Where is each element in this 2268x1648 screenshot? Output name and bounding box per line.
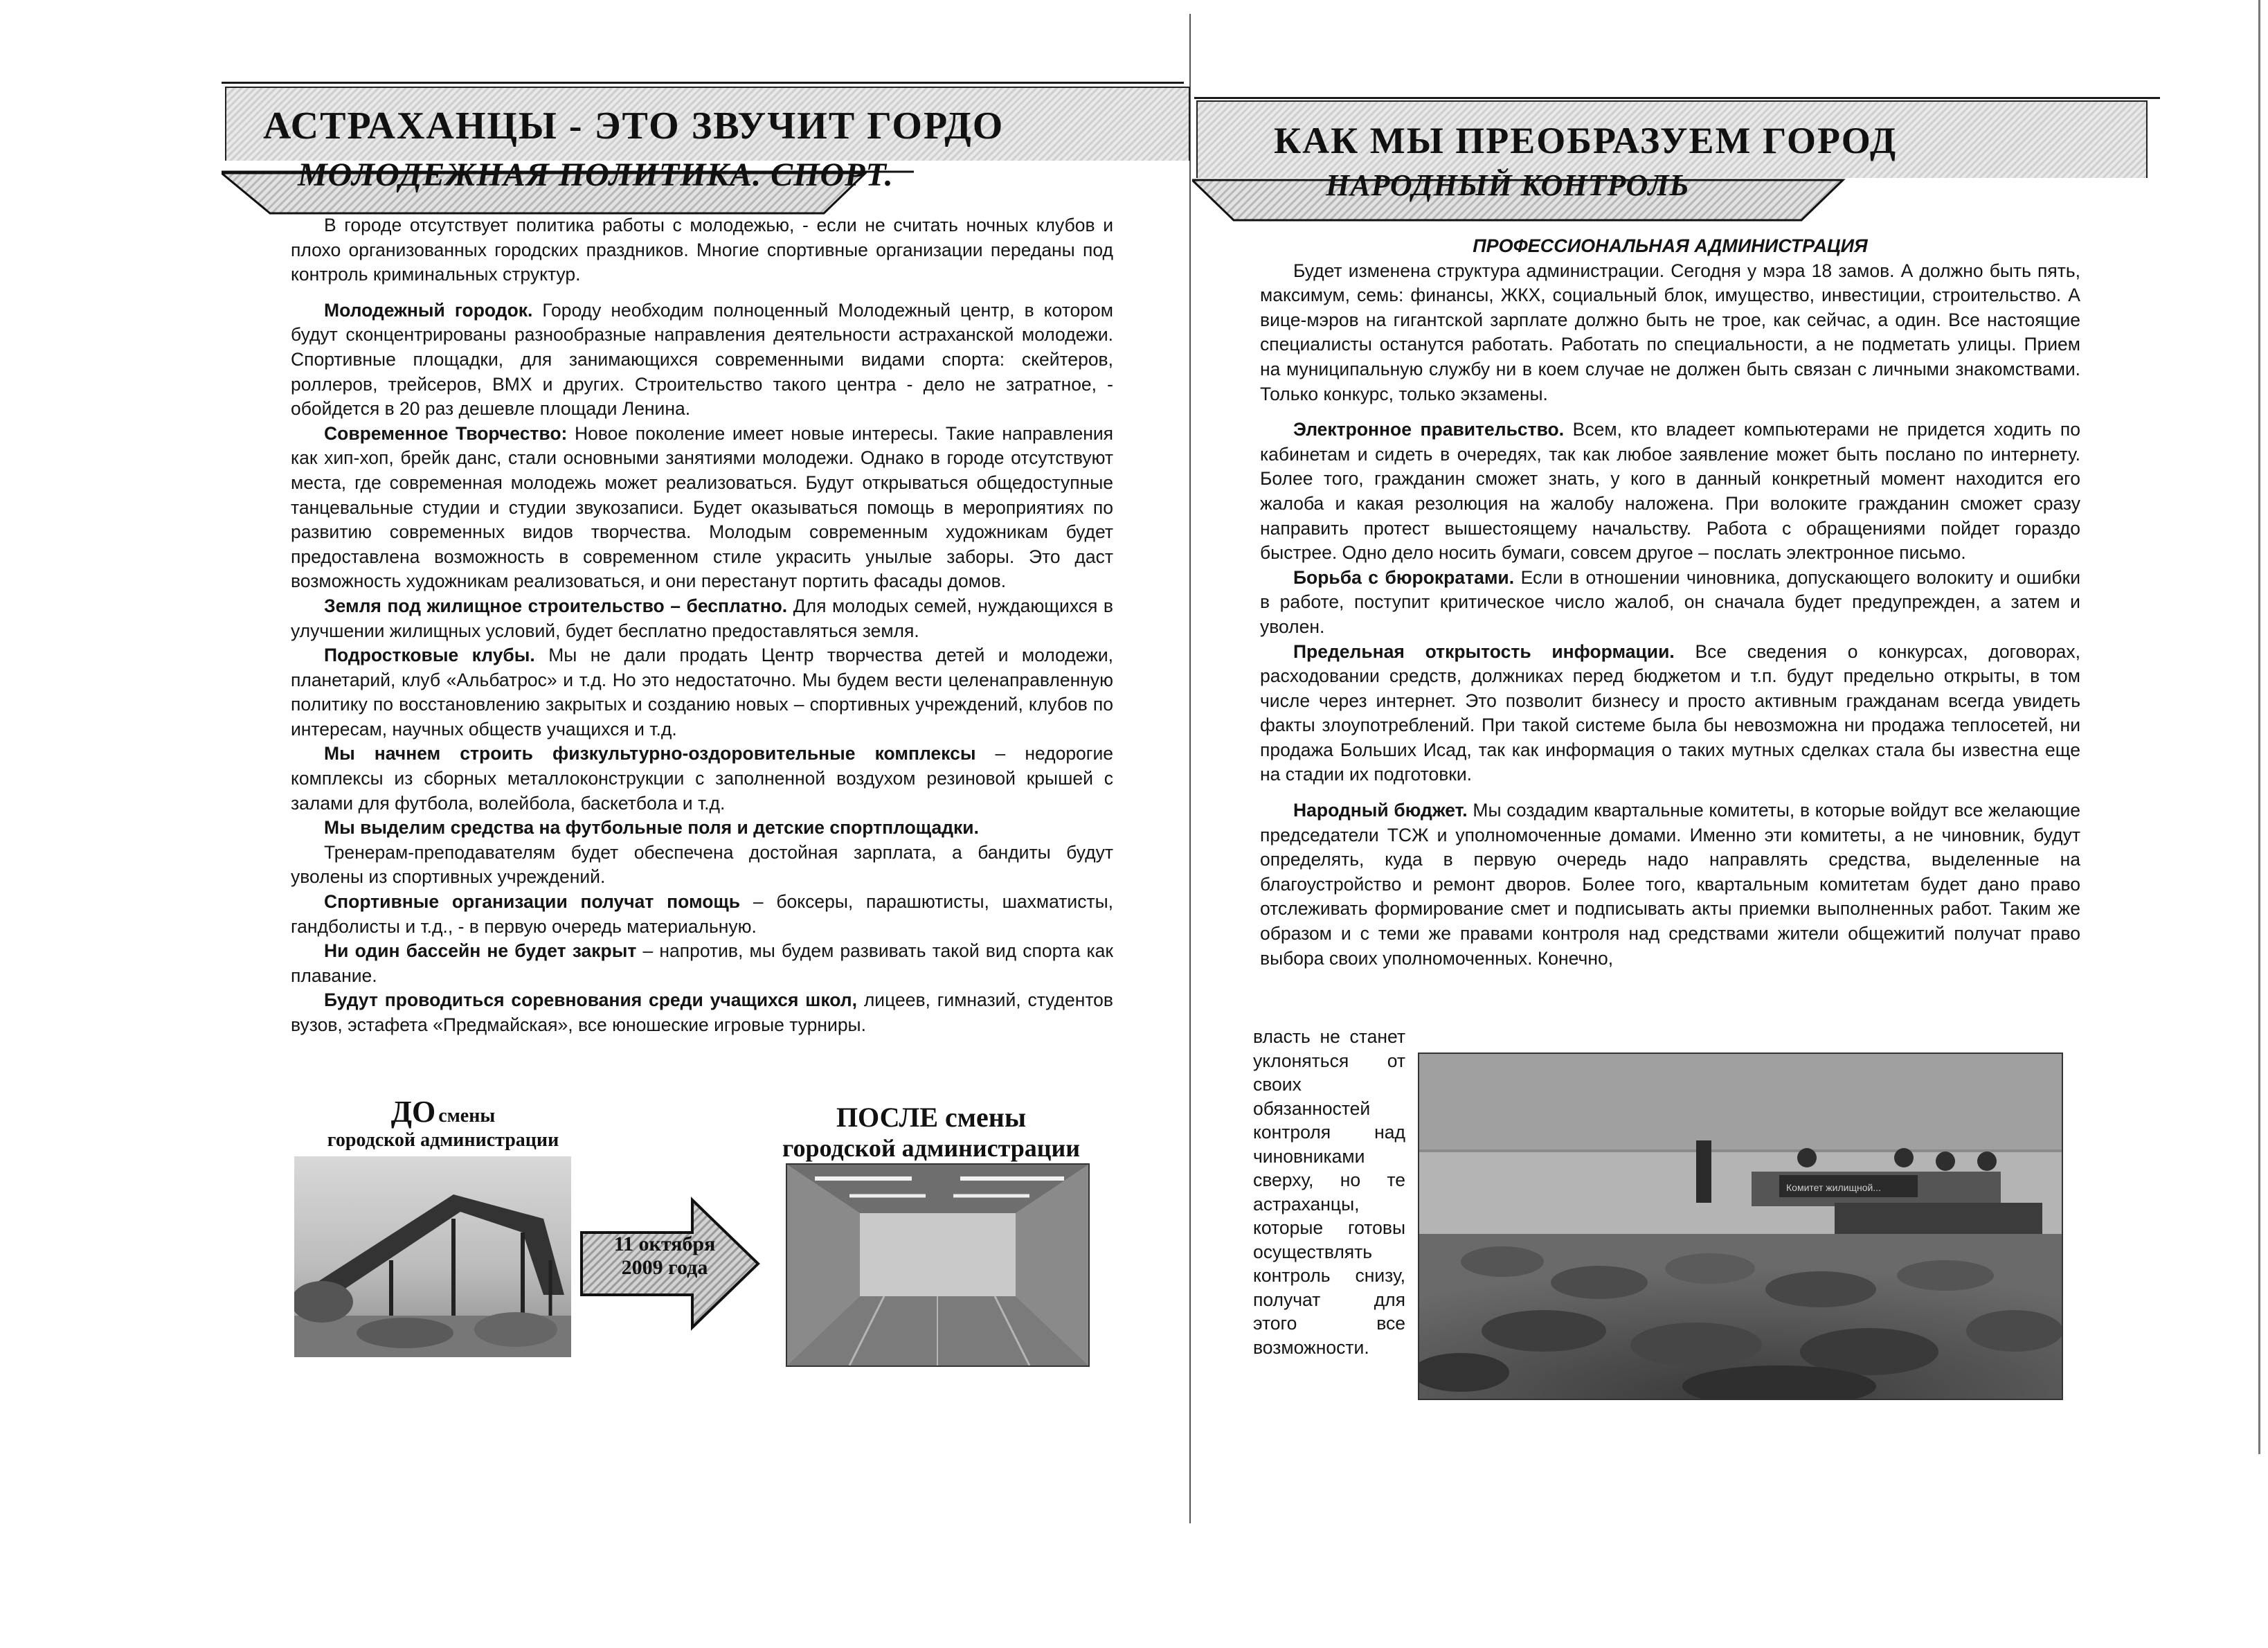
left-article-text (291, 213, 1113, 1038)
before-caption-small: смены (438, 1105, 496, 1127)
before-caption (291, 1094, 595, 1152)
right-paragraph: Борьба с бюрократами. Если в отношении чиновника, допускающего волокиту и ошибки в работе, поступит критическое число жалоб, он сначала будет предупрежден, а затем и уволен. (1260, 566, 2080, 637)
before-photo-image (294, 1156, 571, 1357)
right-header-top-rule (1194, 97, 2160, 99)
left-paragraph: Спортивные организации получат помощь – боксеры, парашютисты, шахматисты, гандболисты и т.д., - в первую очередь материальную. (291, 891, 1113, 937)
left-header-top-rule (222, 82, 1184, 84)
left-subtitle: МОЛОДЕЖНАЯ ПОЛИТИКА. СПОРТ. (298, 156, 894, 193)
left-paragraph: В городе отсутствует политика работы с молодежью, - если не считать ночных клубов и плохо организованных городских праздников. Многие спортивные организации переданы под контроль криминальных структур. (291, 215, 1113, 285)
meeting-photo (1418, 1053, 2063, 1400)
after-caption (768, 1101, 1094, 1163)
right-paragraph: Предельная открытость информации. Все сведения о конкурсах, договорах, расходовании средств, должниках перед бюджетом и т.п. будут предельно открыты, в том числе через интернет. Это позволит бизнесу и просто активным гражданам всегда увидеть факты злоупотреблений. При такой системе была бы невозможна ни продажа теплосетей, ни продажа Больших Исад, так как информация о таких мутных сделках стала бы известна еще на стадии их подготовки. (1260, 641, 2080, 785)
after-caption-line1: ПОСЛЕ смены (836, 1102, 1027, 1133)
left-paragraph: Современное Творчество: Новое поколение имеет новые интересы. Такие направления как хип-хоп, брейк данс, стали основными занятиями молодежи. Однако в городе отсутствуют места, где современная молодежь может реализоваться. Будут открываться общедоступные танцевальные студии и студии звукозаписи. Будет оказываться помощь в мероприятиях по развитию современных видов творчества. Молодым современным художникам будет предоставлена возможность в современном стиле украсить унылые заборы. Это даст возможность художникам реализоваться, и они перестанут портить фасады домов. (291, 422, 1113, 592)
right-wrap-text: власть не станет уклоняться от своих обязанностей контроля над чиновниками сверху, но те астраханцы, которые готовы осуществлять контроль снизу, получат для этого все возможности. (1253, 1026, 1405, 1358)
left-paragraph: Будут проводиться соревнования среди учащихся школ, лицеев, гимназий, студентов вузов, эстафета «Предмайская», все юношеские игровые турниры. (291, 989, 1113, 1035)
after-photo (786, 1163, 1090, 1367)
left-paragraph: Мы выделим средства на футбольные поля и детские спортплощадки. (324, 817, 979, 839)
left-paragraph: Подростковые клубы. Мы не дали продать Центр творчества детей и молодежи, планетарий, клуб «Альбатрос» и т.д. Но это недостаточно. Мы будем вести целенаправленную политику по восстановлению закрытых и созданию новых – спортивных учреждений, клубов по интересам, научных обществ учащихся и т.д. (291, 645, 1113, 740)
right-paragraph: Электронное правительство. Всем, кто владеет компьютерами не придется ходить по кабинетам и сидеть в очередях, так как любое заявление может быть послано по интернету. Более того, гражданин сможет знать, у кого в данный конкретный момент находится его жалоба и какая резолюция на жалобу наложена. При волоките гражданин сможет сразу направить протест вышестоящему начальству. Работа с обращениями пойдет гораздо быстрее. Одно дело носить бумаги, совсем другое – послать электронное письмо. (1260, 419, 2080, 564)
meeting-photo-image (1419, 1054, 2062, 1399)
arrow-date-line1: 11 октября (613, 1233, 716, 1255)
left-paragraph: Тренерам-преподавателям будет обеспечена достойная зарплата, а бандиты будут уволены из спортивных учреждений. (291, 841, 1113, 888)
right-subtitle: НАРОДНЫЙ КОНТРОЛЬ (1326, 168, 1690, 202)
arrow-date-label (582, 1233, 748, 1280)
photo-banner-text: Комитет жилищной... (1786, 1182, 1881, 1193)
right-banner-title: КАК МЫ ПРЕОБРАЗУЕМ ГОРОД (1274, 120, 1898, 161)
left-paragraph: Мы начнем строить физкультурно-оздоровительные комплексы – недорогие комплексы из сборных металлоконструкции с заполненной воздухом резиновой крышей с залами для футбола, волейбола, баскетбола и т.д. (291, 743, 1114, 814)
left-paragraph: Молодежный городок. Городу необходим полноценный Молодежный центр, в котором будут сконцентрированы разнообразные направления деятельности астраханской молодежи. Спортивные площадки, для занимающихся современными видами спорта: скейтеров, роллеров, трейсеров, BMX и других. Строительство такого центра - дело не затратное, - обойдется в 20 раз дешевле площади Ленина. (291, 299, 1113, 420)
right-section-heading: ПРОФЕССИОНАЛЬНАЯ АДМИНИСТРАЦИЯ (1473, 235, 1868, 256)
scan-edge-mark (2258, 0, 2260, 1454)
right-article-text (1260, 234, 2080, 971)
left-banner-title: АСТРАХАНЦЫ - ЭТО ЗВУЧИТ ГОРДО (263, 105, 1005, 147)
before-photo (294, 1156, 571, 1357)
right-paragraph: Будет изменена структура администрации. Сегодня у мэра 18 замов. А должно быть пять, максимум, семь: финансы, ЖКХ, социальный блок, имущество, инвестиции, строительство. А вице-мэров на гигантской зарплате должно быть не трое, как сейчас, а один. Все настоящие специалисты останутся работать. Работать по специальности, а не подметать улицы. Прием на муниципальную службу ни в коем случае не должен быть связан с личными знакомствами. Только конкурс, только экзамены. (1260, 260, 2080, 404)
before-caption-big: ДО (390, 1095, 436, 1129)
page-fold-line (1189, 14, 1191, 1523)
right-paragraph: Народный бюджет. Мы создадим квартальные комитеты, в которые войдут все желающие председатели ТСЖ и уполномоченные домами. Именно эти комитеты, а не чиновник, будут определять, куда в первую очередь надо направлять средства, выделенные на благоустройство и ремонт дворов. Более того, квартальным комитетам будет дано право отслеживать формирование смет и подписывать акты приемки выполненных работ. Таким же образом и с теми же правами контроля над средствами жители общежитий получат право выбора своих уполномоченных. Конечно, (1260, 800, 2080, 969)
before-caption-line2: городской администрации (327, 1129, 559, 1151)
left-paragraph: Ни один бассейн не будет закрыт – напротив, мы будем развивать такой вид спорта как плавание. (291, 940, 1113, 986)
arrow-date-line2: 2009 года (621, 1256, 708, 1279)
after-caption-line2: городской администрации (782, 1134, 1080, 1162)
after-photo-image (787, 1165, 1088, 1365)
left-paragraph: Земля под жилищное строительство – бесплатно. Для молодых семей, нуждающихся в улучшении жилищных условий, будет бесплатно предоставляться земля. (291, 595, 1113, 641)
